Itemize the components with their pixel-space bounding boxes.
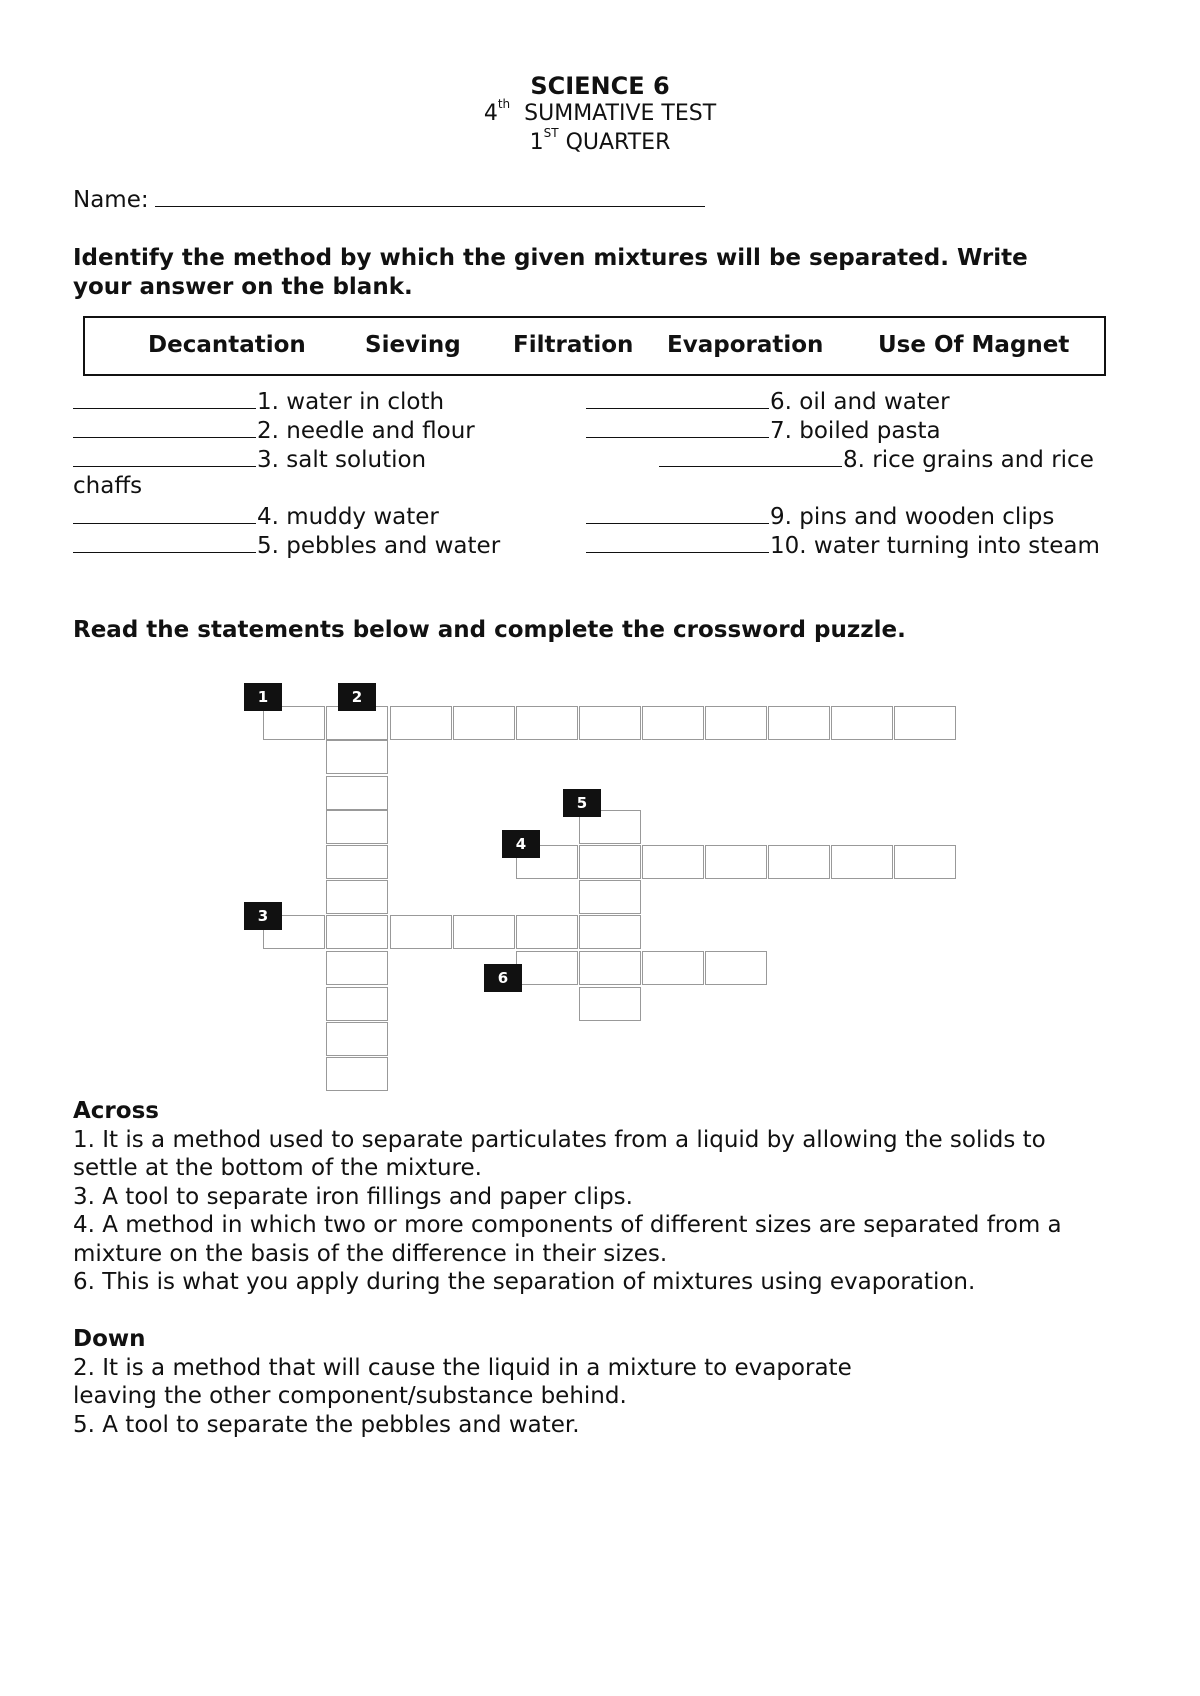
item-1-text: 1. water in cloth [257, 389, 445, 415]
down-heading: Down [73, 1326, 146, 1352]
quarter-label: QUARTER [565, 130, 671, 155]
crossword-cell[interactable] [642, 951, 704, 985]
crossword-cell[interactable] [453, 706, 515, 740]
crossword-cell[interactable] [768, 706, 830, 740]
crossword-cell[interactable] [516, 951, 578, 985]
crossword-cell[interactable] [326, 987, 388, 1021]
crossword-cell[interactable] [326, 1022, 388, 1056]
clue-number-1: 1 [244, 683, 282, 711]
crossword-cell[interactable] [705, 706, 767, 740]
part1-instruction-line2: your answer on the blank. [73, 274, 413, 300]
crossword-cell[interactable] [768, 845, 830, 879]
crossword-cell[interactable] [326, 1057, 388, 1091]
page-title: SCIENCE 6 [530, 72, 670, 100]
choice-evaporation: Evaporation [667, 332, 824, 358]
crossword-cell[interactable] [831, 706, 893, 740]
test-label: SUMMATIVE TEST [524, 101, 717, 126]
crossword-cell[interactable] [326, 810, 388, 844]
part1-instruction-line1: Identify the method by which the given mixtures will be separated. Write [73, 245, 1028, 271]
crossword-cell[interactable] [326, 951, 388, 985]
crossword-cell[interactable] [326, 706, 388, 740]
across-clue-line: settle at the bottom of the mixture. [73, 1155, 482, 1181]
item-4-text: 4. muddy water [257, 504, 439, 530]
crossword-cell[interactable] [453, 915, 515, 949]
crossword-cell[interactable] [894, 706, 956, 740]
crossword-cell[interactable] [894, 845, 956, 879]
quarter-number-suffix: ST [543, 126, 559, 140]
clue-number-4: 4 [502, 830, 540, 858]
across-clue-line: 6. This is what you apply during the separation of mixtures using evaporation. [73, 1269, 976, 1295]
crossword-cell[interactable] [326, 776, 388, 810]
test-number-suffix: th [497, 97, 511, 111]
choice-filtration: Filtration [513, 332, 634, 358]
part2-instruction: Read the statements below and complete the crossword puzzle. [73, 617, 906, 643]
clue-number-5: 5 [563, 789, 601, 817]
crossword-cell[interactable] [831, 845, 893, 879]
crossword-cell[interactable] [705, 951, 767, 985]
item-9-text: 9. pins and wooden clips [770, 504, 1055, 530]
item-6-text: 6. oil and water [770, 389, 950, 415]
crossword-cell[interactable] [579, 915, 641, 949]
down-clue-line: leaving the other component/substance behind. [73, 1383, 627, 1409]
item-7-text: 7. boiled pasta [770, 418, 941, 444]
crossword-cell[interactable] [642, 845, 704, 879]
crossword-cell[interactable] [579, 987, 641, 1021]
crossword-cell[interactable] [326, 740, 388, 774]
crossword-cell[interactable] [579, 706, 641, 740]
down-clue-line: 2. It is a method that will cause the liquid in a mixture to evaporate [73, 1355, 852, 1381]
name-label: Name: [73, 187, 149, 213]
crossword-cell[interactable] [516, 706, 578, 740]
crossword-cell[interactable] [326, 845, 388, 879]
crossword-cell[interactable] [579, 845, 641, 879]
across-clue-line: 1. It is a method used to separate particulates from a liquid by allowing the solids to [73, 1127, 1046, 1153]
crossword-cell[interactable] [326, 880, 388, 914]
crossword-cell[interactable] [516, 915, 578, 949]
quarter-number: 1 [529, 130, 544, 155]
choice-sieving: Sieving [365, 332, 461, 358]
choice-decantation: Decantation [148, 332, 306, 358]
across-clue-line: 3. A tool to separate iron fillings and paper clips. [73, 1184, 633, 1210]
crossword-cell[interactable] [579, 951, 641, 985]
item-8-wrap: chaffs [73, 473, 143, 499]
crossword-cell[interactable] [642, 706, 704, 740]
choice-use-of-magnet: Use Of Magnet [878, 332, 1070, 358]
item-2-text: 2. needle and flour [257, 418, 475, 444]
item-10-text: 10. water turning into steam [770, 533, 1100, 559]
clue-number-3: 3 [244, 902, 282, 930]
crossword-cell[interactable] [579, 880, 641, 914]
item-8-text: 8. rice grains and rice [843, 447, 1094, 473]
item-5-text: 5. pebbles and water [257, 533, 501, 559]
across-clue-line: mixture on the basis of the difference in their sizes. [73, 1241, 668, 1267]
crossword-cell[interactable] [705, 845, 767, 879]
clue-number-6: 6 [484, 964, 522, 992]
crossword-cell[interactable] [263, 706, 325, 740]
down-clue-line: 5. A tool to separate the pebbles and water. [73, 1412, 580, 1438]
across-heading: Across [73, 1098, 159, 1124]
clue-number-2: 2 [338, 683, 376, 711]
crossword-cell[interactable] [390, 915, 452, 949]
item-3-text: 3. salt solution [257, 447, 427, 473]
crossword-cell[interactable] [326, 915, 388, 949]
crossword-cell[interactable] [390, 706, 452, 740]
across-clue-line: 4. A method in which two or more components of different sizes are separated from a [73, 1212, 1062, 1238]
test-number: 4 [483, 101, 498, 126]
